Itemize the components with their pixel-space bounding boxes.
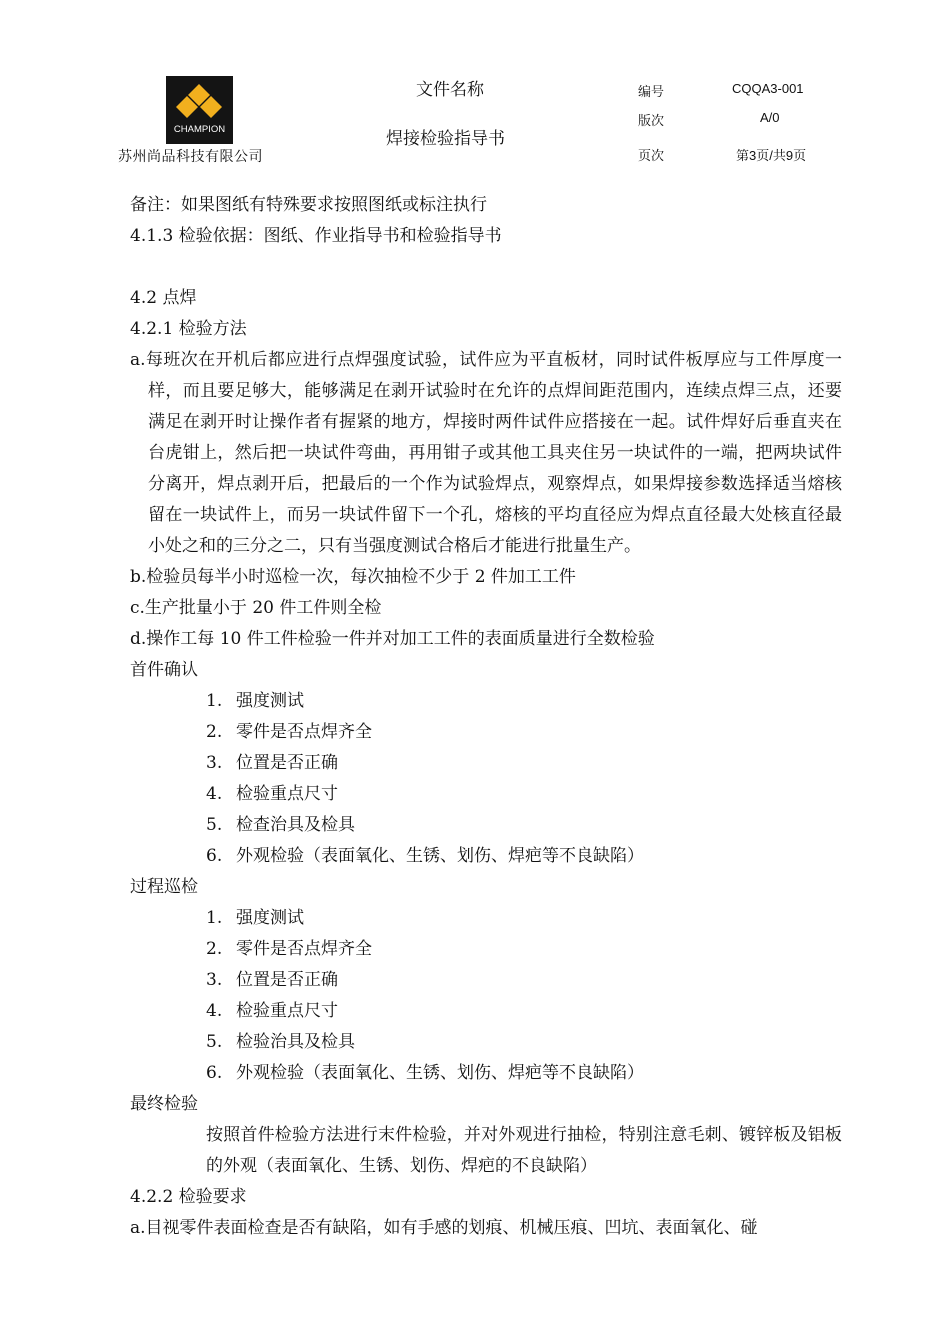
revision-label: 版次 (638, 114, 665, 129)
page-label: 页次 (638, 149, 665, 164)
final-inspection-text: 按照首件检验方法进行末件检验，并对外观进行抽检，特别注意毛刺、镀锌板及铝板的外观（表面氧化、生锈、划伤、焊疤的不良缺陷） (206, 1125, 842, 1176)
method-item-d: d.操作工每 10 件工件检验一件并对加工工件的表面质量进行全数检验 (130, 629, 655, 649)
list-item: 5. 检验治具及检具 (206, 1032, 355, 1052)
list-item: 6. 外观检验（表面氧化、生锈、划伤、焊疤等不良缺陷） (206, 846, 644, 866)
doc-name-label: 文件名称 (416, 80, 484, 100)
patrol-inspection-heading: 过程巡检 (130, 877, 198, 897)
document-body (130, 190, 842, 1244)
svg-text:CHAMPION: CHAMPION (173, 124, 226, 135)
note-line: 备注：如果图纸有特殊要求按照图纸或标注执行 (130, 195, 487, 215)
first-article-heading: 首件确认 (130, 660, 198, 680)
list-item: 6. 外观检验（表面氧化、生锈、划伤、焊疤等不良缺陷） (206, 1063, 644, 1083)
page-value: 第3页/共9页 (736, 148, 807, 163)
requirement-item-a: a.目视零件表面检查是否有缺陷，如有手感的划痕、机械压痕、凹坑、表面氧化、碰 (130, 1218, 758, 1238)
doc-number-label: 编号 (638, 85, 665, 100)
champion-logo (166, 76, 233, 144)
list-item: 1. 强度测试 (206, 691, 304, 711)
inspection-basis: 4.1.3 检验依据：图纸、作业指导书和检验指导书 (130, 226, 502, 246)
method-item-b: b.检验员每半小时巡检一次，每次抽检不少于 2 件加工工件 (130, 567, 576, 587)
revision-value: A/0 (760, 110, 780, 125)
list-item: 2. 零件是否点焊齐全 (206, 939, 372, 959)
doc-title: 焊接检验指导书 (386, 129, 505, 149)
blank-line (130, 252, 842, 283)
list-item: 1. 强度测试 (206, 908, 304, 928)
list-item: 4. 检验重点尺寸 (206, 784, 338, 804)
method-item-a: a.每班次在开机后都应进行点焊强度试验，试件应为平直板材，同时试件板厚应与工件厚度一样，而且要足够大，能够满足在剥开试验时在允许的点焊间距范围内，连续点焊三点，还要满足在剥开时让操作者有握紧的地方，焊接时两件试件应搭接在一起。试件焊好后垂直夹在台虎钳上，然后把一块试件弯曲，再用钳子或其他工具夹住另一块试件的一端，把两块试件分离开，焊点剥开后，把最后的一个作为试验焊点，观察焊点，如果焊接参数选择适当熔核留在一块试件上，而另一块试件留下一个孔，熔核的平均直径应为焊点直径最大处核直径最小处之和的三分之二，只有当强度测试合格后才能进行批量生产。 (130, 350, 842, 556)
final-inspection-heading: 最终检验 (130, 1094, 198, 1114)
list-item: 2. 零件是否点焊齐全 (206, 722, 372, 742)
company-name: 苏州尚品科技有限公司 (118, 149, 263, 165)
section-4-2-2-heading: 4.2.2 检验要求 (130, 1187, 247, 1207)
method-item-c: c.生产批量小于 20 件工件则全检 (130, 598, 382, 618)
list-item: 3. 位置是否正确 (206, 970, 338, 990)
section-4-2-heading: 4.2 点焊 (130, 288, 197, 308)
list-item: 5. 检查治具及检具 (206, 815, 355, 835)
list-item: 4. 检验重点尺寸 (206, 1001, 338, 1021)
document-header (0, 0, 950, 180)
section-4-2-1-heading: 4.2.1 检验方法 (130, 319, 247, 339)
list-item: 3. 位置是否正确 (206, 753, 338, 773)
doc-number-value: CQQA3-001 (732, 81, 804, 96)
